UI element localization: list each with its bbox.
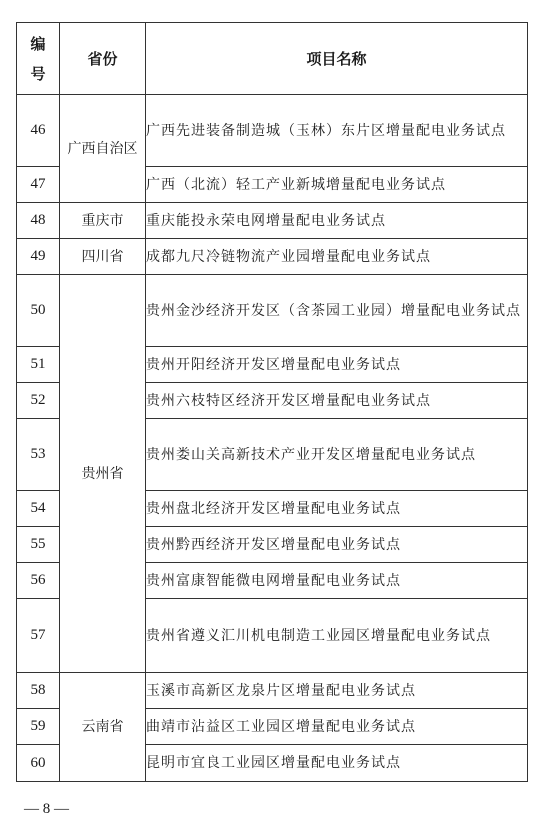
table-row (17, 203, 528, 239)
row-number: 53 (17, 419, 60, 491)
row-project-name: 广西先进装备制造城（玉林）东片区增量配电业务试点 (146, 95, 528, 167)
row-number: 55 (17, 527, 60, 563)
province-label: 广西自治区 (67, 140, 138, 157)
row-project-name: 重庆能投永荣电网增量配电业务试点 (146, 203, 528, 239)
row-project-name: 贵州黔西经济开发区增量配电业务试点 (146, 527, 528, 563)
row-project-name: 成都九尺冷链物流产业园增量配电业务试点 (146, 239, 528, 275)
row-province (60, 95, 146, 203)
row-province: 贵州省 (60, 275, 146, 673)
table-row (17, 673, 528, 709)
row-number: 46 (17, 95, 60, 167)
row-number: 58 (17, 673, 60, 709)
row-project-name: 贵州开阳经济开发区增量配电业务试点 (146, 347, 528, 383)
row-province: 四川省 (60, 239, 146, 275)
row-number: 59 (17, 709, 60, 745)
page-number: — 8 — (24, 801, 69, 817)
row-number: 60 (17, 745, 60, 782)
row-number: 49 (17, 239, 60, 275)
pilot-projects-table (16, 22, 528, 782)
row-province: 云南省 (60, 673, 146, 782)
table-row (17, 239, 528, 275)
row-number: 50 (17, 275, 60, 347)
header-project-name: 项目名称 (146, 23, 528, 95)
table-row (17, 275, 528, 347)
row-project-name: 曲靖市沾益区工业园区增量配电业务试点 (146, 709, 528, 745)
row-number: 51 (17, 347, 60, 383)
row-project-name: 广西（北流）轻工产业新城增量配电业务试点 (146, 167, 528, 203)
row-number: 57 (17, 599, 60, 673)
row-number: 48 (17, 203, 60, 239)
row-number: 52 (17, 383, 60, 419)
row-project-name: 贵州金沙经济开发区（含茶园工业园）增量配电业务试点 (146, 275, 528, 347)
row-project-name: 贵州省遵义汇川机电制造工业园区增量配电业务试点 (146, 599, 528, 673)
row-number: 56 (17, 563, 60, 599)
row-project-name: 贵州盘北经济开发区增量配电业务试点 (146, 491, 528, 527)
row-number: 54 (17, 491, 60, 527)
table-row (17, 95, 528, 167)
row-project-name: 玉溪市高新区龙泉片区增量配电业务试点 (146, 673, 528, 709)
header-number: 编号 (17, 23, 60, 95)
row-project-name: 贵州富康智能微电网增量配电业务试点 (146, 563, 528, 599)
table-header-row (17, 23, 528, 95)
row-project-name: 贵州六枝特区经济开发区增量配电业务试点 (146, 383, 528, 419)
row-project-name: 昆明市宜良工业园区增量配电业务试点 (146, 745, 528, 782)
row-project-name: 贵州娄山关高新技术产业开发区增量配电业务试点 (146, 419, 528, 491)
row-number: 47 (17, 167, 60, 203)
row-province: 重庆市 (60, 203, 146, 239)
header-province: 省份 (60, 23, 146, 95)
